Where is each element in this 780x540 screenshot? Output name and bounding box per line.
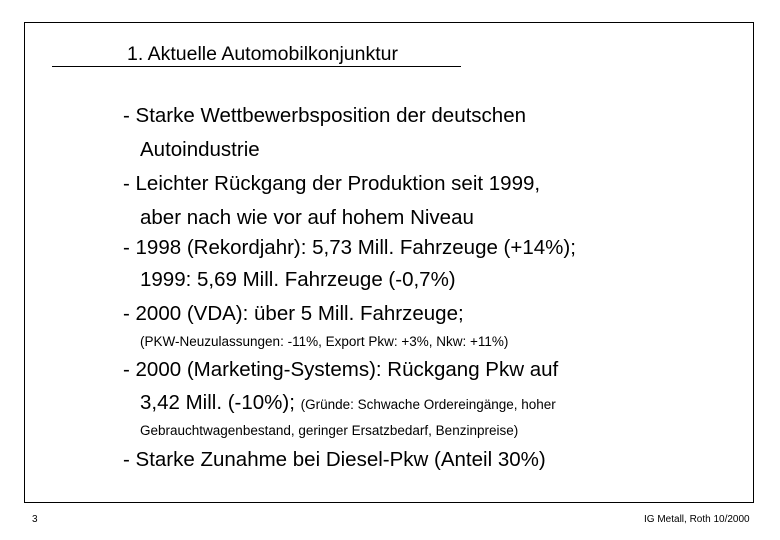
bullet-2-line-1: - Leichter Rückgang der Produktion seit 1999, [123, 172, 541, 195]
bullet-5-line-1: - 2000 (Marketing-Systems): Rückgang Pkw auf [123, 358, 559, 381]
bullet-4-note: (PKW-Neuzulassungen: -11%, Export Pkw: +3%, Nkw: +11%) [140, 334, 509, 349]
footer-credit: IG Metall, Roth 10/2000 [644, 514, 750, 525]
bullet-1-line-2: Autoindustrie [140, 138, 260, 161]
bullet-5-note-b: Gebrauchtwagenbestand, geringer Ersatzbedarf, Benzinpreise) [140, 423, 519, 438]
bullet-3-line-2: 1999: 5,69 Mill. Fahrzeuge (-0,7%) [140, 268, 456, 291]
title-underline [52, 66, 461, 67]
bullet-4-line-1: - 2000 (VDA): über 5 Mill. Fahrzeuge; [123, 302, 464, 325]
bullet-3-line-1: - 1998 (Rekordjahr): 5,73 Mill. Fahrzeuge (+14%); [123, 236, 576, 259]
bullet-5-line-2 [140, 391, 556, 415]
page-number: 3 [32, 514, 38, 525]
slide-title: 1. Aktuelle Automobilkonjunktur [127, 43, 399, 65]
bullet-5-note-a: (Gründe: Schwache Ordereingänge, hoher [300, 397, 556, 412]
bullet-5-line-2-text: 3,42 Mill. (-10%); [140, 391, 295, 414]
bullet-6-line-1: - Starke Zunahme bei Diesel-Pkw (Anteil 30%) [123, 448, 546, 471]
bullet-2-line-2: aber nach wie vor auf hohem Niveau [140, 206, 474, 229]
bullet-1-line-1: - Starke Wettbewerbsposition der deutschen [123, 104, 527, 127]
